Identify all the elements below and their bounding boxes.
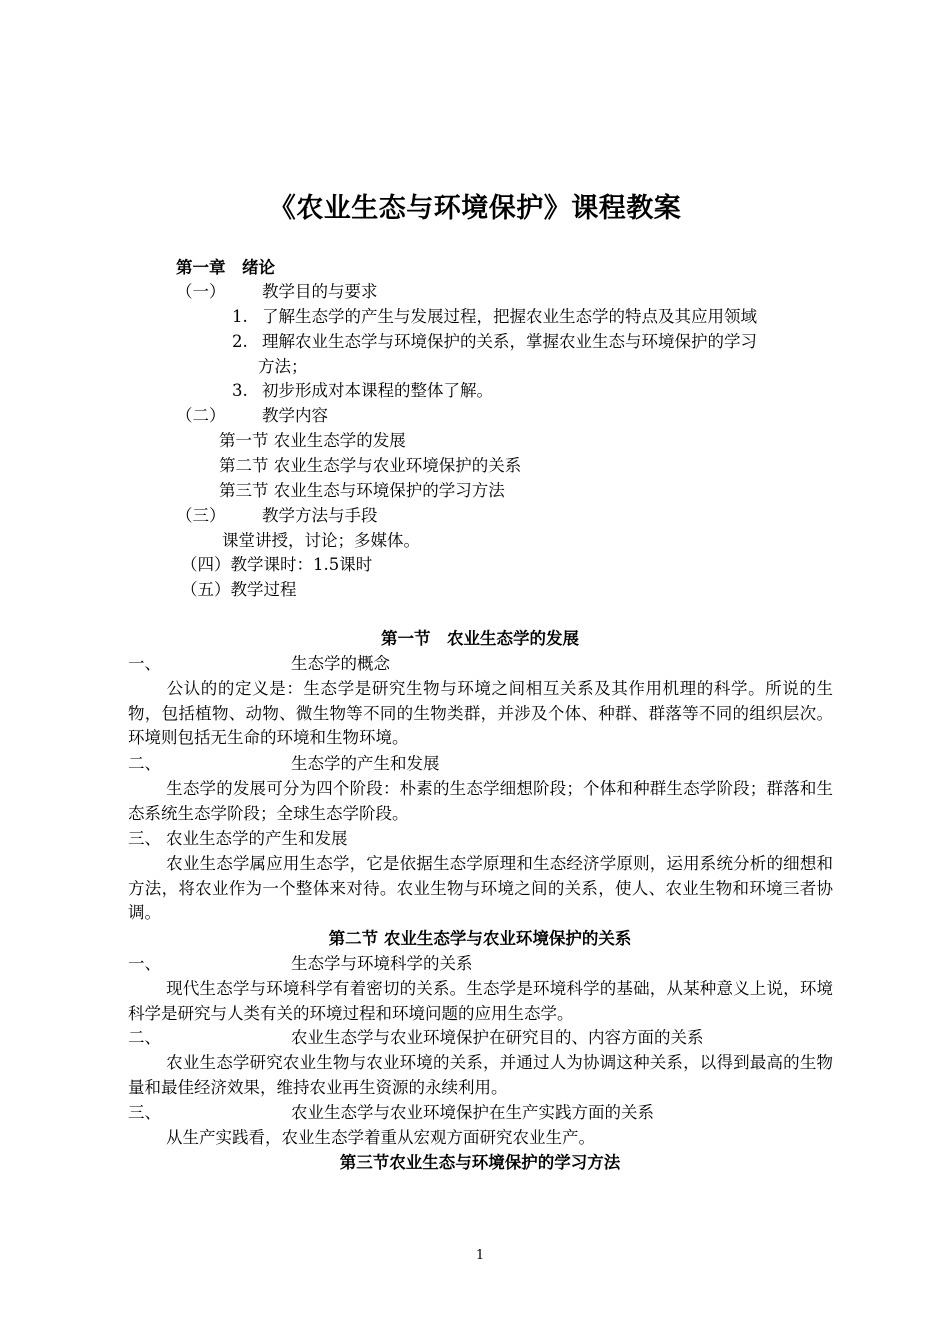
s1-part3-paragraph	[128, 852, 833, 926]
s1-part1-paragraph	[128, 677, 833, 751]
s1-part3-text: 农业生态学属应用生态学，它是依据生态学原理和生态经济学原则，运用系统分析的细想和方法，将农业作为一个整体来对待。农业生物与环境之间的关系，使人、农业生物和环境三者协调。	[128, 854, 833, 922]
goal-2-cont: 方法；	[258, 357, 308, 376]
page-number: 1	[475, 1248, 485, 1263]
s1-part3-num: 三、	[128, 829, 161, 848]
goal-1-num: 1.	[232, 307, 248, 326]
goals-label: （一）	[176, 282, 226, 301]
s2-part2-num: 二、	[128, 1028, 161, 1047]
s1-part1-num: 一、	[128, 654, 161, 673]
s2-part1-num: 一、	[128, 954, 161, 973]
content-heading: 教学内容	[262, 406, 328, 425]
section2-title: 第二节 农业生态学与农业环境保护的关系	[328, 929, 632, 948]
goal-2-text: 理解农业生态学与环境保护的关系，掌握农业生态与环境保护的学习	[262, 332, 757, 351]
s1-part2-paragraph	[128, 777, 833, 826]
content-label: （二）	[176, 406, 226, 425]
goal-3-num: 3.	[232, 381, 248, 400]
s2-part2-paragraph	[128, 1051, 833, 1100]
s2-part3-text: 从生产实践看，农业生态学着重从宏观方面研究农业生产。	[166, 1128, 595, 1147]
chapter-heading: 第一章 绪论	[176, 258, 275, 277]
content-section-2: 第二节 农业生态学与农业环境保护的关系	[219, 456, 522, 475]
s2-part2-text: 农业生态学研究农业生物与农业环境的关系，并通过人为协调这种关系，以得到最高的生物量和最佳经济效果，维持农业再生资源的永续利用。	[128, 1053, 833, 1097]
s1-part3-heading: 农业生态学的产生和发展	[166, 829, 348, 848]
process-line: （五）教学过程	[181, 580, 297, 599]
hours-line: （四）教学课时：1.5课时	[181, 555, 373, 574]
section1-title: 第一节 农业生态学的发展	[381, 629, 579, 648]
s1-part2-text: 生态学的发展可分为四个阶段：朴素的生态学细想阶段；个体和种群生态学阶段；群落和生态系统生态学阶段；全球生态学阶段。	[128, 779, 833, 823]
s2-part2-heading: 农业生态学与农业环境保护在研究目的、内容方面的关系	[291, 1028, 704, 1047]
method-heading: 教学方法与手段	[262, 506, 378, 525]
s2-part3-num: 三、	[128, 1103, 161, 1122]
goal-2-num: 2.	[232, 332, 248, 351]
s1-part1-heading: 生态学的概念	[291, 654, 390, 673]
content-section-3: 第三节 农业生态与环境保护的学习方法	[219, 481, 505, 500]
content-section-1: 第一节 农业生态学的发展	[219, 431, 406, 450]
goals-heading: 教学目的与要求	[262, 282, 378, 301]
s2-part1-text: 现代生态学与环境科学有着密切的关系。生态学是环境科学的基础，从某种意义上说，环境科学是研究与人类有关的环境过程和环境问题的应用生态学。	[128, 979, 833, 1023]
goal-1-text: 了解生态学的产生与发展过程，把握农业生态学的特点及其应用领域	[262, 307, 757, 326]
section3-title: 第三节农业生态与环境保护的学习方法	[339, 1153, 621, 1172]
document-title: 《农业生态与环境保护》课程教案	[268, 193, 682, 224]
s2-part3-paragraph	[128, 1126, 833, 1151]
s2-part1-paragraph	[128, 977, 833, 1026]
s1-part2-num: 二、	[128, 754, 161, 773]
s1-part2-heading: 生态学的产生和发展	[291, 754, 440, 773]
s2-part3-heading: 农业生态学与农业环境保护在生产实践方面的关系	[291, 1103, 654, 1122]
method-label: （三）	[176, 506, 226, 525]
s1-part1-text: 公认的的定义是：生态学是研究生物与环境之间相互关系及其作用机理的科学。所说的生物，包括植物、动物、微生物等不同的生物类群，并涉及个体、种群、群落等不同的组织层次。环境则包括无生命的环境和生物环境。	[128, 679, 833, 747]
goal-3-text: 初步形成对本课程的整体了解。	[262, 381, 493, 400]
method-text: 课堂讲授，讨论；多媒体。	[222, 531, 420, 550]
s2-part1-heading: 生态学与环境科学的关系	[291, 954, 473, 973]
